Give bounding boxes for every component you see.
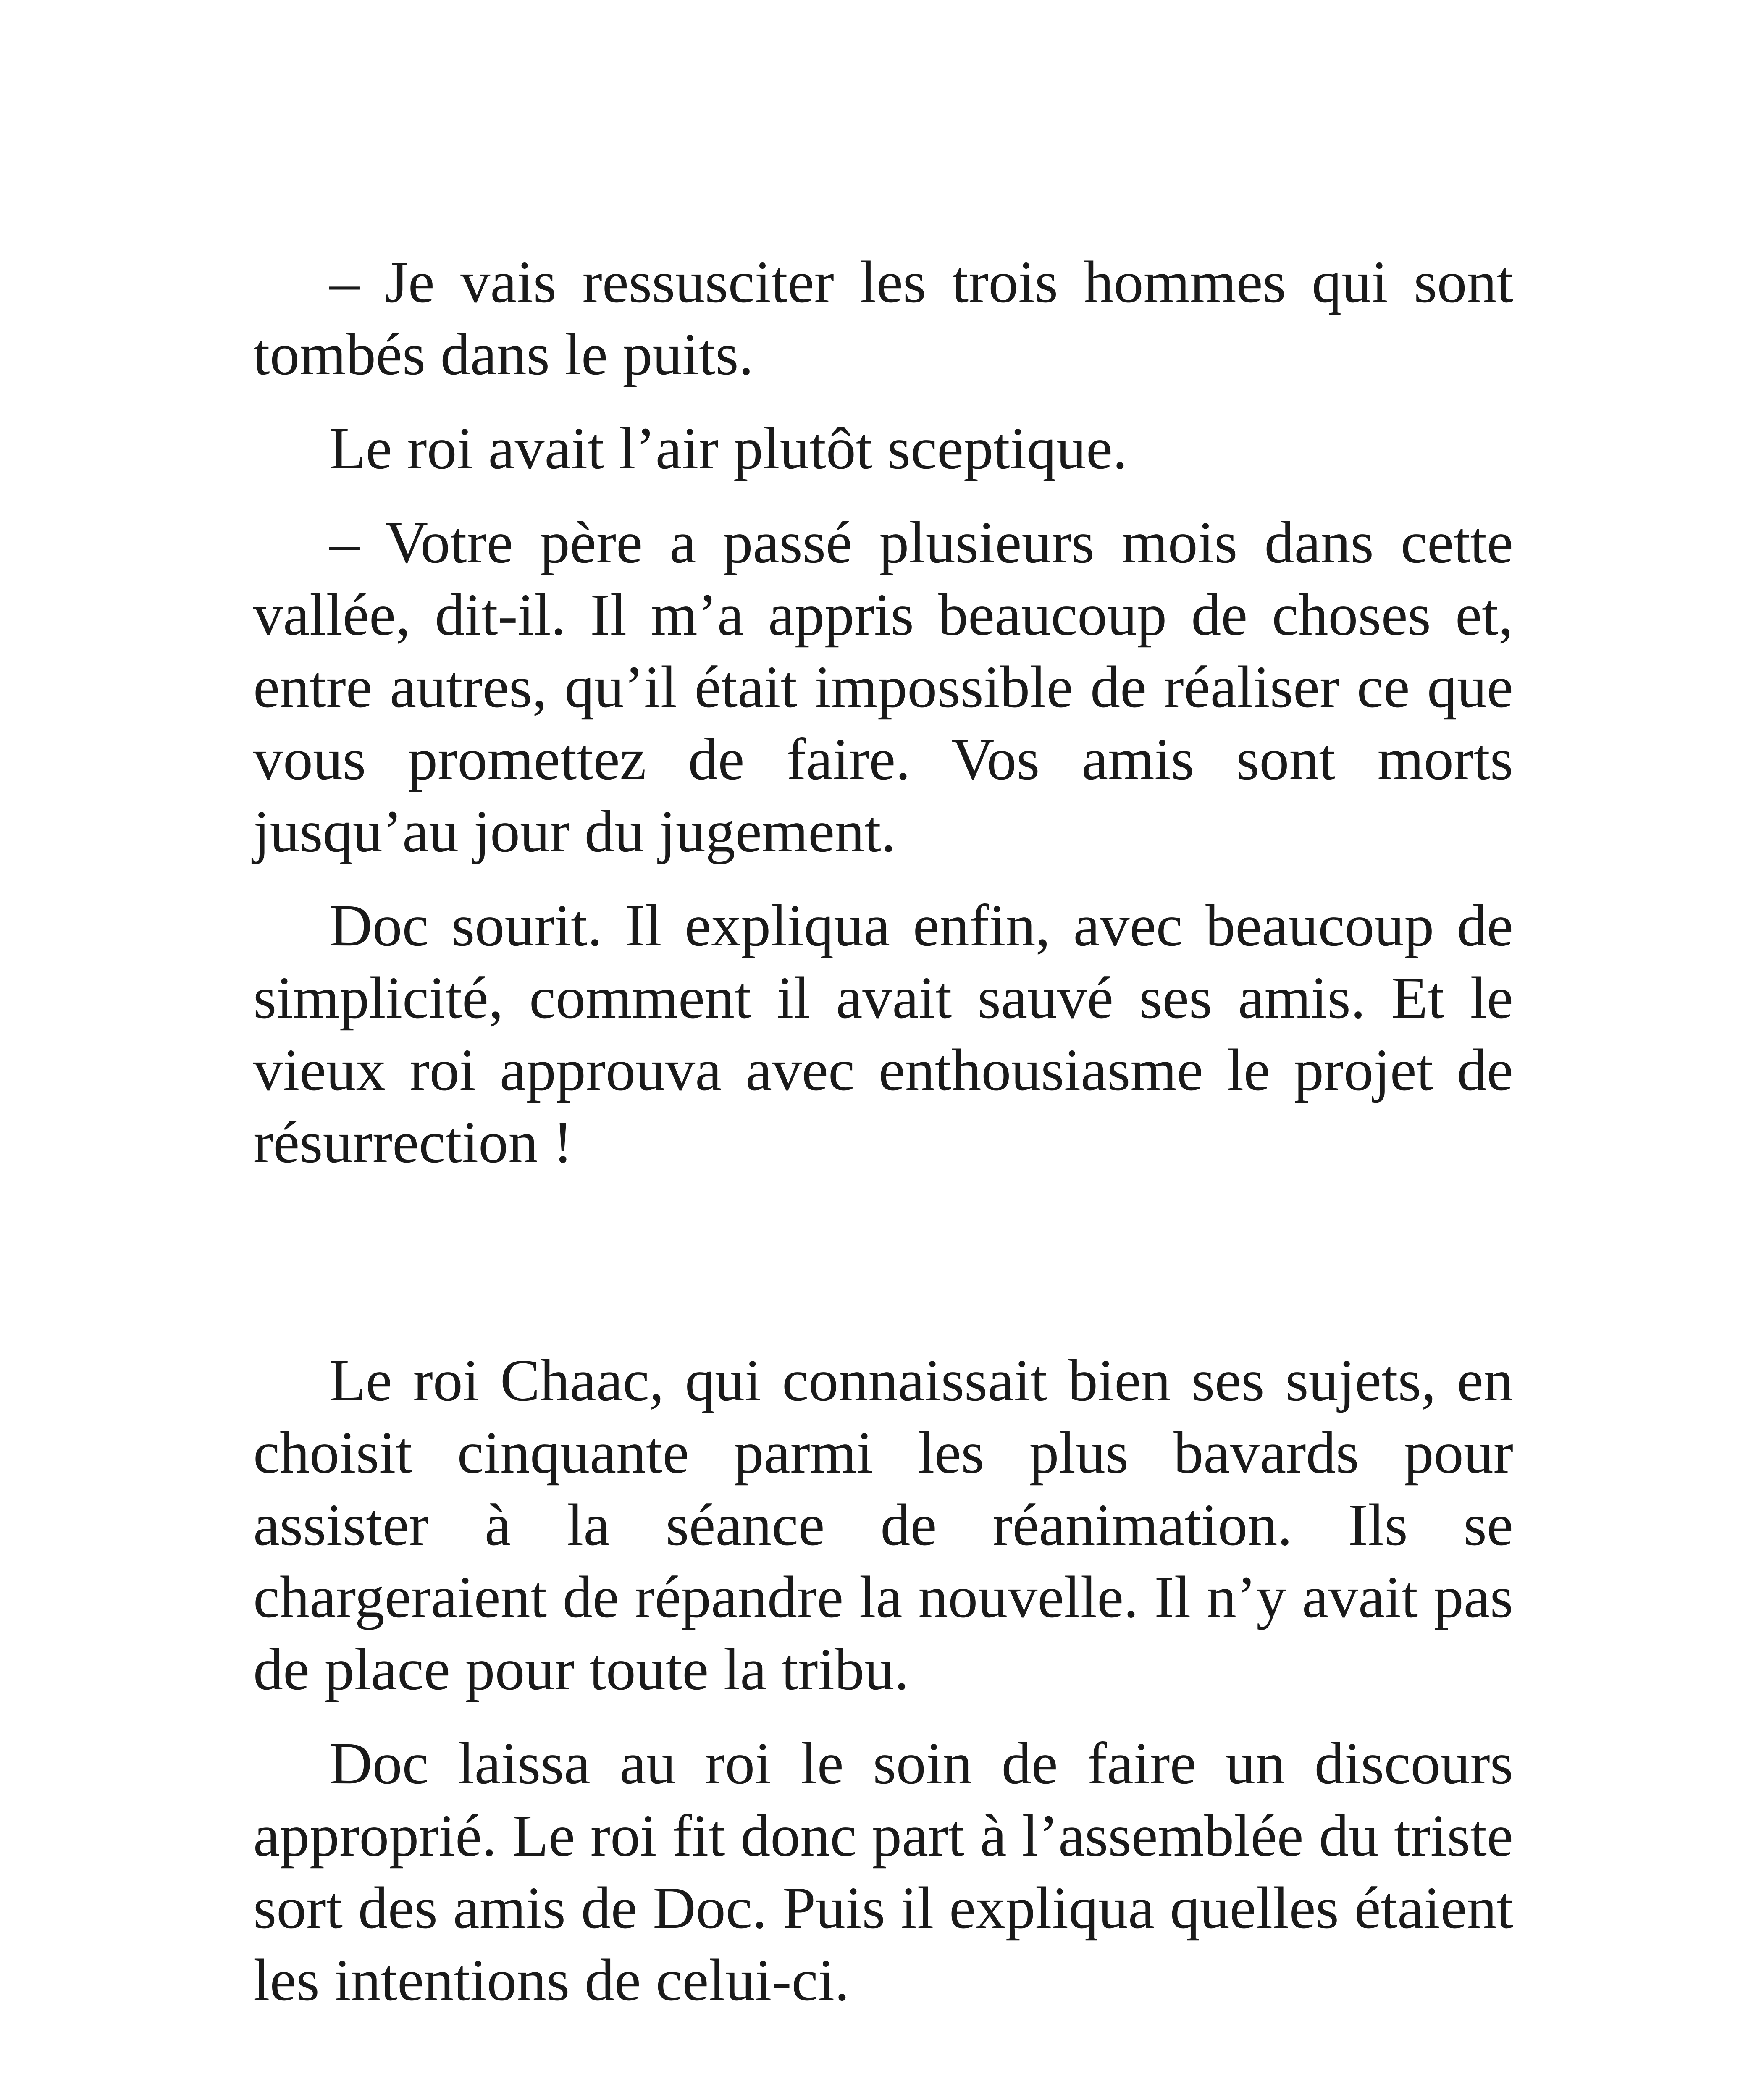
paragraph: Le roi Chaac, qui connaissait bien ses sujets, en choisit cinquante parmi les plus bavards pour assister à la séance de réanimation. Ils se chargeraient de répandre la nouvelle. Il n’y avait pas de place pour toute la tribu.: [253, 1347, 1513, 1702]
paragraph: Doc laissa au roi le soin de faire un discours approprié. Le roi fit donc part à l’assemblée du triste sort des amis de Doc. Puis il expliqua quelles étaient les intentions de celui-ci.: [253, 1730, 1513, 2013]
paragraph: Le roi avait l’air plutôt sceptique.: [329, 415, 1128, 481]
paragraph: – Votre père a passé plusieurs mois dans cette vallée, dit-il. Il m’a appris beaucoup de choses et, entre autres, qu’il était impossible de réaliser ce que vous promettez de faire. Vos amis sont morts jusqu’au jour du jugement.: [253, 509, 1513, 864]
paragraph: Doc sourit. Il expliqua enfin, avec beaucoup de simplicité, comment il avait sauvé ses amis. Et le vieux roi approuva avec enthousiasme le projet de résurrection !: [253, 892, 1513, 1175]
body-text: [253, 246, 1513, 2038]
section-break: [253, 1178, 1513, 1344]
paragraph: – Je vais ressusciter les trois hommes qui sont tombés dans le puits.: [253, 249, 1513, 387]
